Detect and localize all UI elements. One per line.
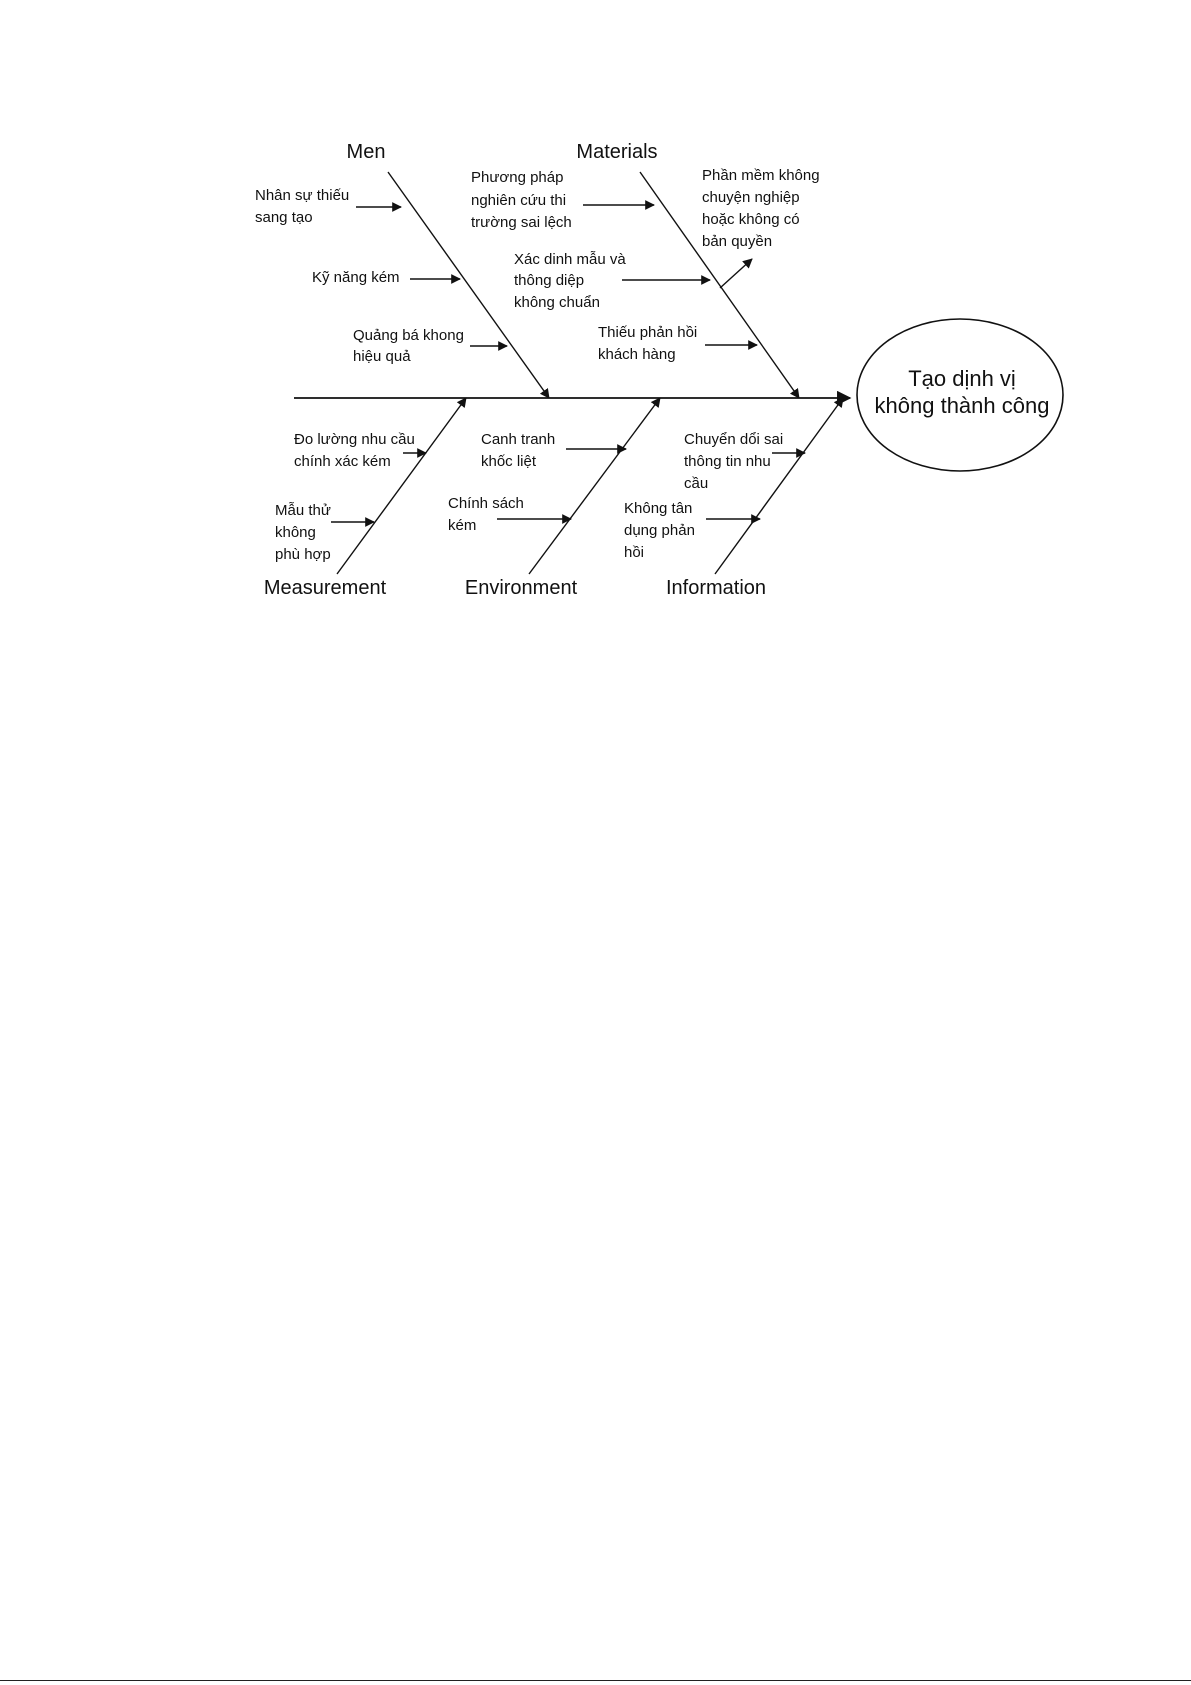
category-label-materials: Materials: [576, 141, 658, 163]
cause-line: Mẫu thử: [275, 502, 331, 519]
cause-arrow-materials-4: [720, 259, 752, 288]
cause-line: Không tân: [624, 500, 693, 517]
category-label-measurement: Measurement: [263, 577, 387, 599]
cause-line: nghiên cứu thi: [471, 192, 567, 209]
bone-measurement: [337, 398, 466, 574]
page-bottom-rule: [0, 1680, 1191, 1681]
cause-line: bản quyền: [702, 233, 773, 250]
cause-line: Thiếu phản hồi: [598, 324, 698, 341]
cause-line: không chuẩn: [514, 294, 600, 311]
cause-line: khốc liệt: [481, 453, 537, 470]
cause-line: thông diệp: [514, 272, 585, 289]
cause-line: Xác dinh mẫu và: [514, 251, 626, 268]
cause-line: khách hàng: [598, 346, 676, 363]
cause-line: trường sai lệch: [471, 214, 572, 231]
cause-label-information-1: [684, 431, 783, 492]
cause-line: Nhân sự thiếu: [255, 187, 350, 204]
cause-line: chuyện nghiệp: [702, 189, 800, 206]
bone-information: [715, 398, 843, 574]
cause-line: hoặc không có: [702, 211, 800, 228]
cause-line: hiệu quả: [353, 348, 411, 365]
cause-line: Quảng bá khong: [353, 327, 464, 344]
effect-label-line2: không thành công: [874, 393, 1050, 418]
cause-label-environment-1: [481, 431, 555, 470]
cause-line: dụng phản: [624, 522, 695, 539]
cause-line: hồi: [624, 544, 645, 561]
cause-line: Chuyển dổi sai: [684, 431, 784, 448]
cause-label-environment-2: [448, 495, 524, 534]
cause-line: Đo lường nhu cầu: [294, 431, 415, 448]
cause-line: kém: [448, 517, 477, 534]
cause-line: Phương pháp: [471, 169, 564, 186]
cause-label-information-2: [624, 500, 695, 561]
cause-line: sang tạo: [255, 209, 313, 226]
effect-head: [857, 319, 1063, 471]
cause-line: phù hợp: [275, 546, 331, 563]
cause-label-men-3: [353, 327, 464, 365]
cause-line: chính xác kém: [294, 453, 391, 470]
cause-label-materials-1: [471, 169, 572, 231]
cause-line: không: [275, 524, 316, 541]
category-label-information: Information: [665, 577, 767, 599]
cause-label-materials-3: [598, 324, 697, 363]
cause-line: cầu: [684, 475, 709, 492]
cause-label-measurement-2: [275, 502, 331, 563]
category-label-men: Men: [346, 141, 386, 163]
cause-label-materials-4: [702, 167, 820, 250]
effect-label-line1: Tạo dịnh vị: [908, 366, 1016, 391]
category-label-environment: Environment: [464, 577, 578, 599]
cause-label-men-2: [312, 269, 400, 286]
cause-label-men-1: [255, 187, 349, 226]
cause-line: Phần mềm không: [702, 167, 820, 184]
cause-line: thông tin nhu: [684, 453, 771, 470]
cause-line: Canh tranh: [481, 431, 556, 448]
cause-line: Chính sách: [448, 495, 524, 512]
cause-line: Kỹ năng kém: [312, 269, 400, 286]
cause-label-materials-2: [514, 251, 626, 311]
cause-label-measurement-1: [294, 431, 415, 470]
